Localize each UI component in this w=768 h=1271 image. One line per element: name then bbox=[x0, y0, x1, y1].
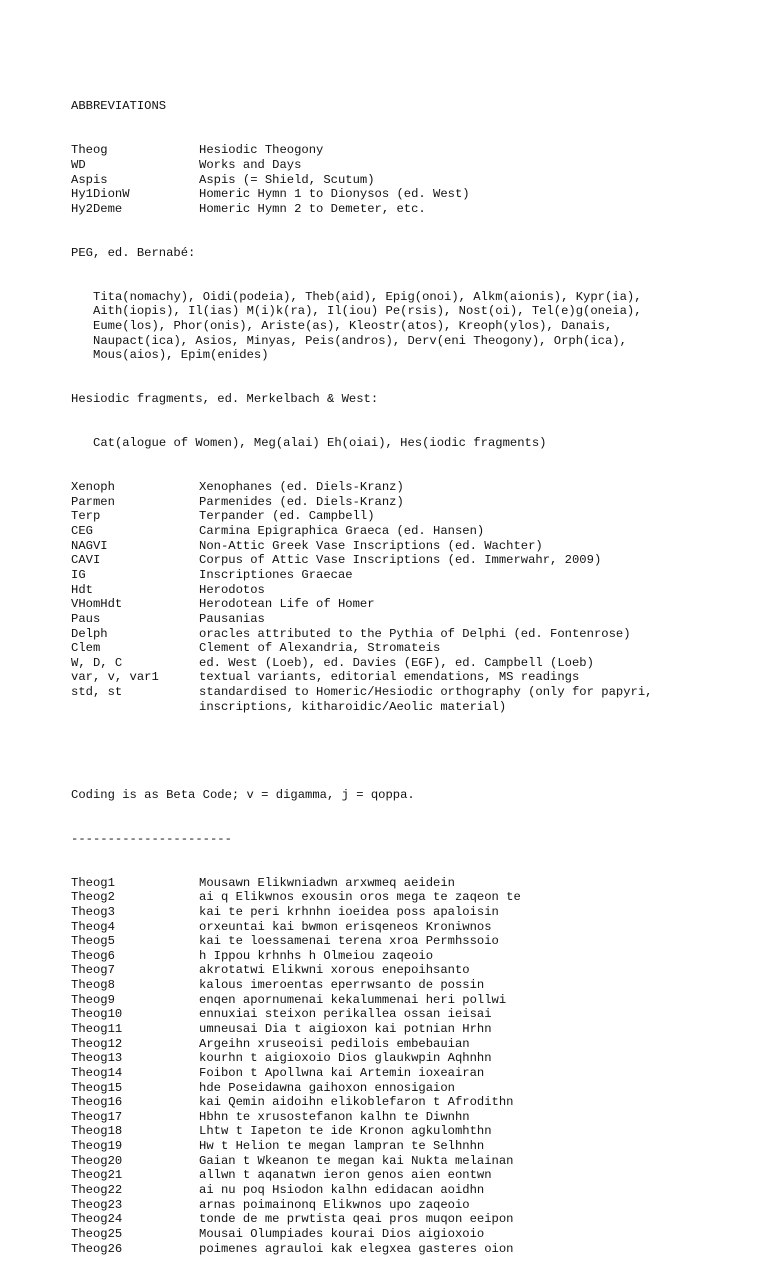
page-title: ABBREVIATIONS bbox=[71, 99, 167, 114]
abbreviation-term: Delph bbox=[71, 626, 108, 641]
abbreviation-term: Xenoph bbox=[71, 480, 115, 495]
abbreviation-term: Hy2Deme bbox=[71, 201, 123, 216]
verse-reference: Theog2 bbox=[71, 890, 115, 905]
peg-line bbox=[71, 348, 652, 363]
verse-text: umneusai Dia t aigioxon kai potnian Hrhn bbox=[199, 1021, 492, 1036]
verse-line bbox=[71, 1081, 652, 1096]
peg-abbreviation-lines bbox=[71, 290, 652, 363]
abbreviation-row bbox=[71, 480, 652, 495]
verse-reference: Theog26 bbox=[71, 1241, 123, 1256]
verse-text: allwn t aqanatwn ieron genos aien eontwn bbox=[199, 1168, 492, 1183]
theogony-text-lines bbox=[71, 876, 652, 1257]
abbreviation-definition: Pausanias bbox=[199, 611, 265, 626]
verse-text: h Ippou krhnhs h Olmeiou zaqeoio bbox=[199, 948, 434, 963]
verse-text: enqen apornumenai kekalummenai heri pollwi bbox=[199, 992, 507, 1007]
abbreviation-term: CEG bbox=[71, 524, 93, 539]
abbreviation-definition: Inscriptiones Graecae bbox=[199, 568, 353, 582]
verse-text: ai nu poq Hsiodon kalhn edidacan aoidhn bbox=[199, 1183, 485, 1198]
abbreviation-list-primary bbox=[71, 143, 652, 216]
abbreviation-term: WD bbox=[71, 157, 86, 172]
peg-line bbox=[71, 304, 652, 319]
verse-line bbox=[71, 1227, 652, 1242]
abbreviation-row bbox=[71, 524, 652, 539]
abbreviation-definition: Works and Days bbox=[199, 157, 302, 172]
verse-text: Hbhn te xrusostefanon kalhn te Diwnhn bbox=[199, 1109, 470, 1124]
abbreviation-row bbox=[71, 700, 652, 715]
abbreviation-term: Clem bbox=[71, 641, 101, 656]
hesiodic-abbreviation-lines bbox=[71, 436, 652, 451]
verse-reference: Theog11 bbox=[71, 1021, 123, 1036]
verse-reference: Theog6 bbox=[71, 948, 115, 963]
abbreviation-definition: Xenophanes (ed. Diels-Kranz) bbox=[199, 480, 404, 495]
verse-line bbox=[71, 1051, 652, 1066]
hesiodic-line bbox=[71, 436, 652, 451]
abbreviation-definition: Terpander (ed. Campbell) bbox=[199, 509, 375, 524]
verse-reference: Theog16 bbox=[71, 1095, 123, 1110]
verse-text: arnas poimainonq Elikwnos upo zaqeoio bbox=[199, 1197, 470, 1212]
abbreviation-definition: textual variants, editorial emendations, MS readings bbox=[199, 670, 580, 685]
abbreviation-row bbox=[71, 495, 652, 510]
peg-line bbox=[71, 290, 652, 305]
verse-line bbox=[71, 1242, 652, 1257]
verse-reference: Theog5 bbox=[71, 934, 115, 949]
verse-text: hde Poseidawna gaihoxon ennosigaion bbox=[199, 1080, 455, 1095]
abbreviation-row bbox=[71, 143, 652, 158]
verse-line bbox=[71, 890, 652, 905]
abbreviation-definition: Homeric Hymn 1 to Dionysos (ed. West) bbox=[199, 187, 470, 202]
abbreviation-definition: standardised to Homeric/Hesiodic orthography (only for papyri, bbox=[199, 685, 653, 700]
verse-reference: Theog18 bbox=[71, 1124, 123, 1139]
peg-line-text: Tita(nomachy), Oidi(podeia), Theb(aid), Epig(onoi), Alkm(aionis), Kypr(ia), bbox=[93, 289, 642, 304]
abbreviation-row bbox=[71, 509, 652, 524]
verse-reference: Theog24 bbox=[71, 1212, 123, 1227]
abbreviation-row bbox=[71, 685, 652, 700]
verse-reference: Theog8 bbox=[71, 978, 115, 993]
verse-line bbox=[71, 920, 652, 935]
verse-reference: Theog14 bbox=[71, 1065, 123, 1080]
abbreviation-row bbox=[71, 641, 652, 656]
peg-line-text: Naupact(ica), Asios, Minyas, Peis(andros), Derv(eni Theogony), Orph(ica), bbox=[93, 333, 627, 348]
abbreviation-row bbox=[71, 568, 652, 583]
abbreviation-definition: Herodotean Life of Homer bbox=[199, 597, 375, 612]
verse-line bbox=[71, 993, 652, 1008]
abbreviation-definition: Hesiodic Theogony bbox=[199, 143, 324, 158]
verse-line bbox=[71, 1110, 652, 1125]
abbreviation-term: Terp bbox=[71, 509, 101, 524]
verse-line bbox=[71, 1124, 652, 1139]
peg-line bbox=[71, 319, 652, 334]
verse-reference: Theog23 bbox=[71, 1197, 123, 1212]
verse-line bbox=[71, 1037, 652, 1052]
abbreviation-definition: Carmina Epigraphica Graeca (ed. Hansen) bbox=[199, 524, 485, 539]
verse-reference: Theog1 bbox=[71, 875, 115, 890]
verse-line bbox=[71, 1198, 652, 1213]
abbreviation-term: Aspis bbox=[71, 172, 108, 187]
verse-reference: Theog22 bbox=[71, 1183, 123, 1198]
abbreviation-row bbox=[71, 670, 652, 685]
verse-reference: Theog3 bbox=[71, 904, 115, 919]
verse-text: kourhn t aigioxoio Dios glaukwpin Aqhnhn bbox=[199, 1051, 492, 1066]
verse-reference: Theog10 bbox=[71, 1007, 123, 1022]
abbreviation-term: W, D, C bbox=[71, 655, 123, 670]
abbreviation-definition: Corpus of Attic Vase Inscriptions (ed. Immerwahr, 2009) bbox=[199, 553, 602, 568]
verse-text: Mousawn Elikwniadwn arxwmeq aeidein bbox=[199, 875, 455, 890]
verse-reference: Theog17 bbox=[71, 1109, 123, 1124]
verse-line bbox=[71, 905, 652, 920]
verse-line bbox=[71, 1007, 652, 1022]
abbreviation-term: Hy1DionW bbox=[71, 187, 130, 202]
verse-reference: Theog19 bbox=[71, 1139, 123, 1154]
verse-line bbox=[71, 1154, 652, 1169]
abbreviation-term: var, v, var1 bbox=[71, 670, 159, 685]
verse-text: kai te peri krhnhn ioeidea poss apaloisin bbox=[199, 904, 499, 919]
hesiodic-line-text: Cat(alogue of Women), Meg(alai) Eh(oiai), Hes(iodic fragments) bbox=[93, 436, 547, 451]
abbreviation-term: Hdt bbox=[71, 582, 93, 597]
peg-line-text: Mous(aios), Epim(enides) bbox=[93, 348, 269, 363]
verse-line bbox=[71, 963, 652, 978]
abbreviation-row bbox=[71, 202, 652, 217]
abbreviation-term: Paus bbox=[71, 611, 101, 626]
peg-line-text: Aith(iopis), Il(ias) M(i)k(ra), Il(iou) Pe(rsis), Nost(oi), Tel(e)g(oneia), bbox=[93, 304, 642, 319]
abbreviation-definition: Non-Attic Greek Vase Inscriptions (ed. Wachter) bbox=[199, 538, 543, 553]
verse-text: orxeuntai kai bwmon erisqeneos Kroniwnos bbox=[199, 919, 492, 934]
verse-text: kai te loessamenai terena xroa Permhssoio bbox=[199, 934, 499, 949]
verse-text: kalous imeroentas eperrwsanto de possin bbox=[199, 978, 485, 993]
blank-line bbox=[71, 744, 652, 759]
separator-line: ---------------------- bbox=[71, 831, 232, 846]
abbreviation-definition: Herodotos bbox=[199, 582, 265, 597]
verse-line bbox=[71, 1095, 652, 1110]
verse-line bbox=[71, 1168, 652, 1183]
abbreviation-row bbox=[71, 158, 652, 173]
verse-line bbox=[71, 1066, 652, 1081]
coding-note: Coding is as Beta Code; v = digamma, j = qoppa. bbox=[71, 787, 415, 802]
verse-reference: Theog20 bbox=[71, 1153, 123, 1168]
abbreviation-definition: inscriptions, kitharoidic/Aeolic material) bbox=[199, 699, 507, 714]
verse-reference: Theog9 bbox=[71, 992, 115, 1007]
verse-text: poimenes agrauloi kak elegxea gasteres oion bbox=[199, 1241, 514, 1256]
verse-line bbox=[71, 876, 652, 891]
verse-reference: Theog13 bbox=[71, 1051, 123, 1066]
abbreviation-list-secondary bbox=[71, 480, 652, 714]
abbreviation-row bbox=[71, 187, 652, 202]
verse-text: Hw t Helion te megan lampran te Selhnhn bbox=[199, 1139, 485, 1154]
verse-reference: Theog21 bbox=[71, 1168, 123, 1183]
verse-text: akrotatwi Elikwni xorous enepoihsanto bbox=[199, 963, 470, 978]
abbreviation-row bbox=[71, 612, 652, 627]
verse-text: ai q Elikwnos exousin oros mega te zaqeon te bbox=[199, 890, 521, 905]
verse-line bbox=[71, 949, 652, 964]
verse-text: ennuxiai steixon perikallea ossan ieisai bbox=[199, 1007, 492, 1022]
abbreviation-term: Theog bbox=[71, 143, 108, 158]
verse-text: Gaian t Wkeanon te megan kai Nukta melainan bbox=[199, 1153, 514, 1168]
abbreviation-term: NAGVI bbox=[71, 538, 108, 553]
abbreviation-definition: Homeric Hymn 2 to Demeter, etc. bbox=[199, 201, 426, 216]
abbreviation-term: std, st bbox=[71, 685, 123, 700]
verse-reference: Theog15 bbox=[71, 1080, 123, 1095]
abbreviation-row bbox=[71, 553, 652, 568]
document-page bbox=[71, 70, 652, 1271]
verse-text: Mousai Olumpiades kourai Dios aigioxoio bbox=[199, 1226, 485, 1241]
verse-text: Foibon t Apollwna kai Artemin ioxeairan bbox=[199, 1065, 485, 1080]
verse-line bbox=[71, 1139, 652, 1154]
peg-line bbox=[71, 334, 652, 349]
verse-text: kai Qemin aidoihn elikoblefaron t Afrodithn bbox=[199, 1095, 514, 1110]
abbreviation-row bbox=[71, 173, 652, 188]
verse-text: tonde de me prwtista qeai pros muqon eeipon bbox=[199, 1212, 514, 1227]
verse-line bbox=[71, 1212, 652, 1227]
abbreviation-definition: Aspis (= Shield, Scutum) bbox=[199, 172, 375, 187]
peg-heading: PEG, ed. Bernabé: bbox=[71, 245, 196, 260]
verse-line bbox=[71, 934, 652, 949]
abbreviation-term: IG bbox=[71, 568, 86, 582]
abbreviation-row bbox=[71, 539, 652, 554]
abbreviation-row bbox=[71, 583, 652, 598]
abbreviation-row bbox=[71, 627, 652, 642]
hesiodic-heading: Hesiodic fragments, ed. Merkelbach & West: bbox=[71, 392, 379, 407]
peg-line-text: Eume(los), Phor(onis), Ariste(as), Kleostr(atos), Kreoph(ylos), Danais, bbox=[93, 319, 613, 334]
abbreviation-definition: Clement of Alexandria, Stromateis bbox=[199, 641, 441, 656]
abbreviation-term: Parmen bbox=[71, 494, 115, 509]
abbreviation-term: CAVI bbox=[71, 553, 101, 568]
abbreviation-definition: Parmenides (ed. Diels-Kranz) bbox=[199, 494, 404, 509]
verse-reference: Theog7 bbox=[71, 963, 115, 978]
verse-reference: Theog4 bbox=[71, 919, 115, 934]
abbreviation-definition: ed. West (Loeb), ed. Davies (EGF), ed. Campbell (Loeb) bbox=[199, 655, 594, 670]
abbreviation-row bbox=[71, 656, 652, 671]
verse-text: Lhtw t Iapeton te ide Kronon agkulomhthn bbox=[199, 1124, 492, 1139]
verse-reference: Theog12 bbox=[71, 1036, 123, 1051]
abbreviation-definition: oracles attributed to the Pythia of Delphi (ed. Fontenrose) bbox=[199, 626, 631, 641]
verse-text: Argeihn xruseoisi pedilois embebauian bbox=[199, 1036, 470, 1051]
verse-line bbox=[71, 978, 652, 993]
verse-reference: Theog25 bbox=[71, 1226, 123, 1241]
verse-line bbox=[71, 1022, 652, 1037]
verse-line bbox=[71, 1183, 652, 1198]
abbreviation-row bbox=[71, 597, 652, 612]
abbreviation-term: VHomHdt bbox=[71, 597, 123, 612]
